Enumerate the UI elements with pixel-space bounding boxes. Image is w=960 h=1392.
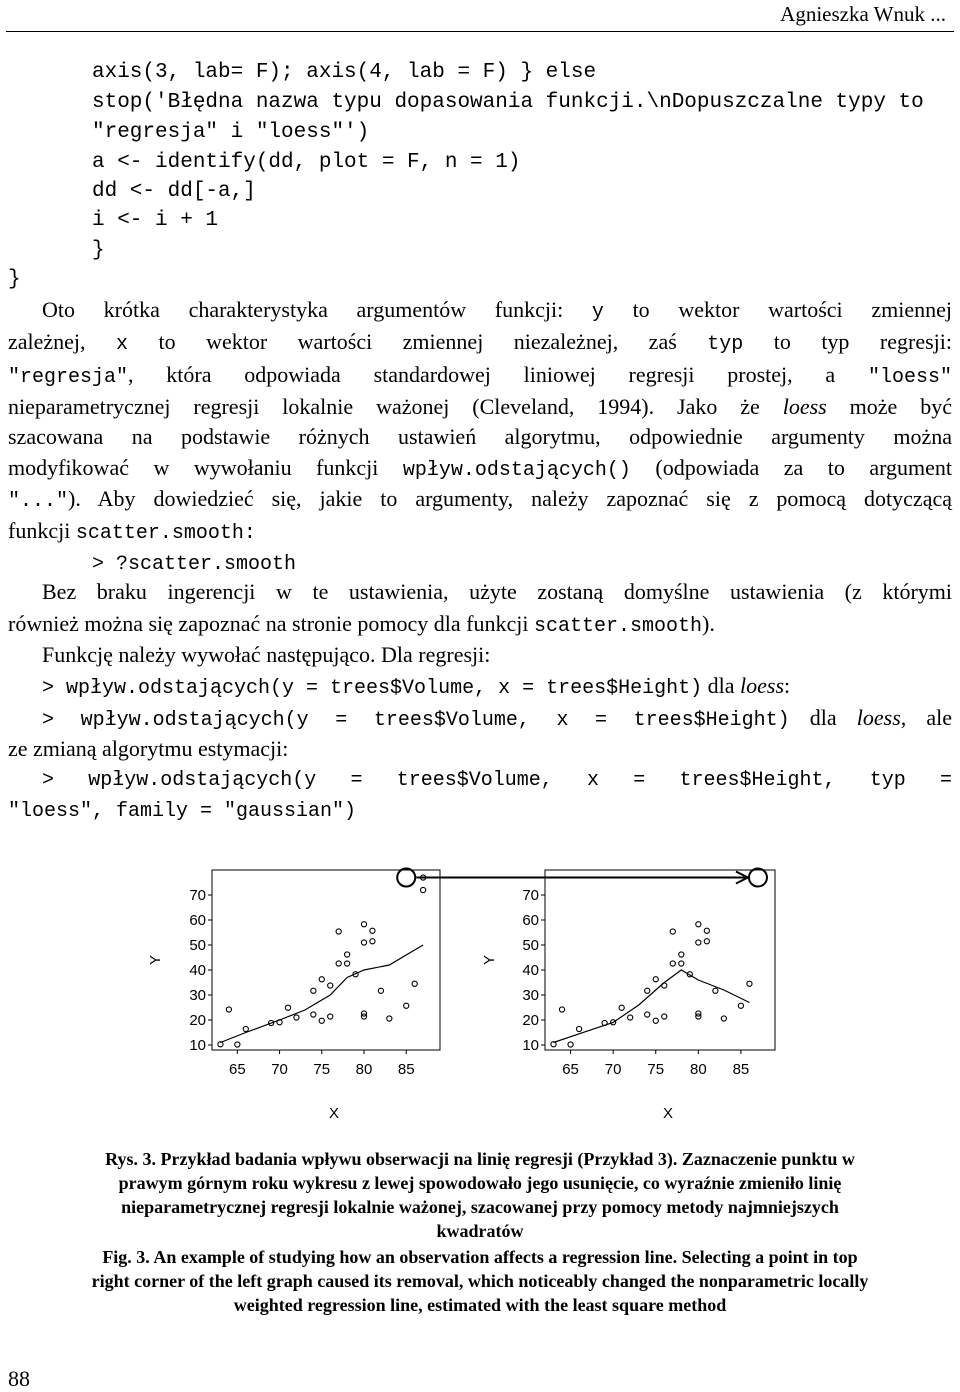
paragraph-line [8, 486, 952, 513]
text: , ale [900, 705, 952, 730]
data-point [662, 1014, 667, 1019]
text: Oto krótka charakterystyka argumentów funkcji: [42, 297, 592, 322]
y-tick-label: 50 [522, 937, 539, 954]
data-point [404, 1003, 409, 1008]
text: to wektor wartości zmiennej [603, 297, 952, 322]
x-axis-label: X [662, 1105, 674, 1122]
y-tick-label: 20 [522, 1012, 539, 1029]
caption-pl-line: nieparametrycznej regresji lokalnie ważonej, szacowanej przy pomocy metody najmniejszych [121, 1197, 839, 1217]
text: dla [702, 673, 740, 698]
selected-point-marker [749, 869, 767, 887]
data-point [679, 952, 684, 957]
x-tick-label: 85 [732, 1061, 750, 1078]
text: dla [789, 705, 857, 730]
data-point [576, 1026, 581, 1031]
y-tick-label: 70 [522, 887, 539, 904]
text-italic: loess [740, 673, 784, 698]
code-inline: > wpływ.odstających(y = trees$Volume, x = trees$Height, typ = [42, 769, 952, 792]
x-tick-label: 65 [562, 1061, 579, 1078]
plot-frame [545, 870, 775, 1050]
caption-pl-line: Rys. 3. Przykład badania wpływu obserwacji na linię regresji (Przykład 3). Zaznaczenie punktu w [105, 1149, 855, 1169]
y-tick-label: 30 [522, 987, 539, 1004]
command-line [42, 705, 952, 732]
paragraph-line [8, 455, 952, 482]
data-point [387, 1016, 392, 1021]
text: : [784, 673, 791, 698]
x-tick-label: 80 [355, 1061, 373, 1078]
paragraph-line [8, 611, 952, 638]
code-inline: "regresja" [8, 366, 129, 389]
text: ). Aby dowiedzieć się, jakie to argumenty, należy zapoznać się z pomocą dotyczącą [68, 486, 952, 511]
paragraph-line [8, 518, 952, 545]
data-point [653, 977, 658, 982]
text: , która odpowiada standardowej liniowej regresji prostej, a [128, 362, 868, 387]
y-tick-label: 70 [189, 887, 206, 904]
data-point [619, 1005, 624, 1010]
running-title: Agnieszka Wnuk ... [780, 2, 946, 26]
code-line: } [92, 239, 105, 262]
data-point [370, 939, 375, 944]
code-line: a <- identify(dd, plot = F, n = 1) [92, 151, 521, 174]
page-number: 88 [8, 1366, 30, 1391]
data-point [328, 983, 333, 988]
data-point [645, 1012, 650, 1017]
data-point [319, 977, 324, 982]
data-point [285, 1005, 290, 1010]
data-point [696, 940, 701, 945]
text: zależnej, [8, 329, 117, 354]
text: funkcji [8, 518, 76, 543]
command-line [42, 765, 952, 792]
code-inline: wpływ.odstających() [402, 459, 631, 482]
code-inline: "loess", family = "gaussian") [8, 800, 357, 823]
selected-point-marker [397, 869, 415, 887]
smooth-line [220, 945, 423, 1043]
x-tick-label: 75 [647, 1061, 665, 1078]
command-line [42, 673, 952, 700]
caption-en-line: Fig. 3. An example of studying how an observation affects a regression line. Selecting a point in top [102, 1247, 858, 1267]
text: ). [702, 611, 715, 636]
code-closing-brace: } [8, 268, 21, 291]
data-point [679, 961, 684, 966]
header-rule [6, 31, 954, 32]
scatter-plots-figure [0, 840, 960, 1140]
data-point [328, 1014, 333, 1019]
x-tick-label: 65 [228, 1061, 246, 1078]
data-point [670, 929, 675, 934]
caption-pl-line: kwadratów [436, 1221, 524, 1241]
data-point [378, 988, 383, 993]
text: to wektor wartości zmiennej niezależnej, zaś [128, 329, 708, 354]
text: modyfikować w wywołaniu funkcji [8, 455, 403, 480]
data-point [713, 988, 718, 993]
y-tick-label: 40 [522, 962, 539, 979]
x-tick-label: 70 [271, 1061, 288, 1078]
paragraph-line: szacowana na podstawie różnych ustawień algorytmu, odpowiednie argumenty można [8, 424, 952, 449]
plot-frame [212, 870, 440, 1050]
x-tick-label: 85 [397, 1061, 415, 1078]
command-line [8, 796, 952, 823]
x-axis-label: X [328, 1105, 340, 1122]
x-tick-label: 80 [689, 1061, 707, 1078]
text: (odpowiada za to argument [630, 455, 952, 480]
code-inline: x [116, 333, 129, 356]
data-point [336, 961, 341, 966]
code-line: stop('Błędna nazwa typu dopasowania funkcji.\nDopuszczalne typy to [92, 91, 924, 114]
data-point [645, 988, 650, 993]
y-axis-label: Y [147, 954, 164, 966]
y-tick-label: 10 [189, 1037, 206, 1054]
code-line: "regresja" i "loess"') [92, 121, 370, 144]
text: również można się zapoznać na stronie pomocy dla funkcji [8, 611, 534, 636]
data-point [345, 952, 350, 957]
data-point [361, 940, 366, 945]
code-inline: : [243, 522, 256, 545]
data-point [319, 1018, 324, 1023]
code-inline: > wpływ.odstających(y = trees$Volume, x = trees$Height) [42, 709, 790, 732]
help-command [92, 549, 952, 576]
y-tick-label: 60 [189, 912, 206, 929]
data-point [421, 887, 426, 892]
data-point [311, 988, 316, 993]
data-point [336, 929, 341, 934]
data-point [628, 1015, 633, 1020]
paragraph-line: Funkcję należy wywołać następująco. Dla regresji: [42, 642, 491, 667]
data-point [226, 1007, 231, 1012]
caption-en-line: weighted regression line, estimated with the least square method [233, 1295, 727, 1315]
data-point [235, 1042, 240, 1047]
text: może być [826, 394, 952, 419]
y-tick-label: 10 [522, 1037, 539, 1054]
text: to typ regresji: [743, 329, 952, 354]
x-tick-label: 70 [604, 1061, 622, 1078]
x-tick-label: 75 [313, 1061, 331, 1078]
text-italic: loess [782, 394, 827, 419]
data-point [653, 1018, 658, 1023]
smooth-line [554, 970, 750, 1043]
y-tick-label: 20 [189, 1012, 206, 1029]
code-inline: scatter.smooth [533, 615, 703, 638]
text-italic: loess [856, 705, 901, 730]
code-inline: scatter.smooth [75, 522, 244, 545]
y-axis-label: Y [481, 954, 498, 966]
y-tick-label: 30 [189, 987, 206, 1004]
data-point [670, 961, 675, 966]
code-line: axis(3, lab= F); axis(4, lab = F) } else [92, 61, 597, 84]
data-point [721, 1016, 726, 1021]
paragraph-line: ze zmianą algorytmu estymacji: [8, 736, 289, 761]
code-inline: > ?scatter.smooth [92, 553, 297, 576]
data-point [696, 922, 701, 927]
data-point [568, 1042, 573, 1047]
y-tick-label: 40 [189, 962, 206, 979]
data-point [559, 1007, 564, 1012]
code-inline: "loess" [867, 366, 952, 389]
code-line: dd <- dd[-a,] [92, 180, 256, 203]
caption-pl-line: prawym górnym roku wykresu z lewej spowodowało jego usunięcie, co wyraźnie zmieniło linię [118, 1173, 842, 1193]
data-point [294, 1015, 299, 1020]
data-point [243, 1026, 248, 1031]
data-point [311, 1012, 316, 1017]
paragraph-line [8, 362, 952, 389]
code-inline: > wpływ.odstających(y = trees$Volume, x = trees$Height) [42, 677, 703, 700]
code-inline: typ [707, 333, 744, 356]
code-inline: "..." [8, 490, 69, 513]
code-line: i <- i + 1 [92, 209, 219, 232]
paragraph-line [8, 394, 952, 420]
data-point [361, 922, 366, 927]
data-point [747, 981, 752, 986]
code-inline: y [591, 301, 604, 324]
data-point [704, 939, 709, 944]
y-tick-label: 50 [189, 937, 206, 954]
paragraph-line [8, 329, 952, 356]
caption-en-line: right corner of the left graph caused its removal, which noticeably changed the nonparametric locally [91, 1271, 869, 1291]
data-point [370, 928, 375, 933]
y-tick-label: 60 [522, 912, 539, 929]
data-point [738, 1003, 743, 1008]
data-point [345, 961, 350, 966]
text: nieparametrycznej regresji lokalnie ważonej (Cleveland, 1994). Jako że [8, 394, 783, 419]
paragraph-line: Bez braku ingerencji w te ustawienia, użyte zostaną domyślne ustawienia (z którymi [42, 579, 952, 604]
paragraph-line [42, 297, 952, 324]
data-point [704, 928, 709, 933]
data-point [412, 981, 417, 986]
